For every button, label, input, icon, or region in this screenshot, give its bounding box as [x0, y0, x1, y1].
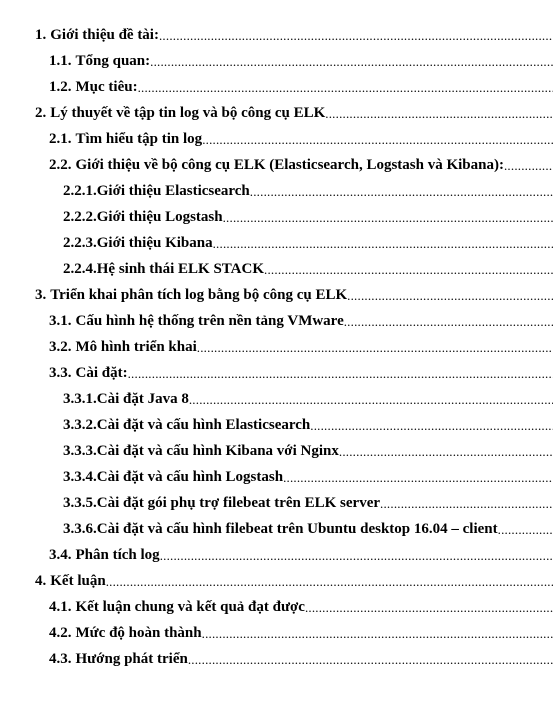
dot-leader — [202, 626, 553, 642]
toc-number: 3.3.2. — [63, 417, 97, 433]
toc-entry-2-2-3[interactable] — [0, 230, 553, 256]
toc-number: 3. — [35, 287, 47, 303]
toc-number: 2.2.2. — [63, 209, 97, 225]
toc-number: 1. — [35, 27, 47, 43]
toc-title: Cài đặt và cấu hình filebeat trên Ubuntu desktop 16.04 – client — [96, 521, 498, 537]
toc-title: Triển khai phân tích log bằng bộ công cụ ELK — [50, 287, 348, 303]
toc-entry-3-3-3[interactable] — [0, 438, 553, 464]
toc-entry-2-2-2[interactable] — [0, 204, 553, 230]
table-of-contents — [0, 22, 553, 672]
dot-leader — [138, 80, 553, 96]
toc-title: Cài đặt và cấu hình Logstash — [96, 469, 284, 485]
toc-title: Cài đặt gói phụ trợ filebeat trên ELK server — [96, 495, 381, 511]
toc-title: Lý thuyết về tập tin log và bộ công cụ ELK — [50, 105, 326, 121]
toc-number: 2.2.1. — [63, 183, 97, 199]
toc-entry-3-1[interactable] — [0, 308, 553, 334]
dot-leader — [159, 28, 553, 44]
toc-number: 1.1. — [49, 53, 72, 69]
toc-title: Giới thiệu Kibana — [96, 235, 213, 251]
toc-entry-1-2[interactable] — [0, 74, 553, 100]
toc-title: Kết luận — [50, 573, 106, 589]
dot-leader — [344, 314, 553, 330]
toc-title: Hệ sinh thái ELK STACK — [96, 261, 265, 277]
toc-entry-2-2[interactable] — [0, 152, 553, 178]
toc-title: Giới thiệu Elasticsearch — [96, 183, 250, 199]
toc-entry-1-1[interactable] — [0, 48, 553, 74]
toc-number: 3.4. — [49, 547, 72, 563]
toc-number: 3.2. — [49, 339, 72, 355]
toc-number: 3.3.3. — [63, 443, 97, 459]
toc-number: 4.1. — [49, 599, 72, 615]
toc-number: 3.3.6. — [63, 521, 97, 537]
toc-entry-2-2-1[interactable] — [0, 178, 553, 204]
toc-title: Mục tiêu: — [75, 79, 138, 95]
toc-number: 3.3.4. — [63, 469, 97, 485]
toc-entry-4-2[interactable] — [0, 620, 553, 646]
toc-title: Tìm hiểu tập tin log — [75, 131, 203, 147]
dot-leader — [150, 54, 553, 70]
toc-number: 2. — [35, 105, 47, 121]
toc-entry-3[interactable] — [0, 282, 553, 308]
toc-number: 4.3. — [49, 651, 72, 667]
dot-leader — [189, 392, 553, 408]
toc-entry-3-2[interactable] — [0, 334, 553, 360]
toc-title: Cấu hình hệ thống trên nền tảng VMware — [75, 313, 344, 329]
toc-title: Cài đặt và cấu hình Elasticsearch — [96, 417, 311, 433]
toc-entry-3-3-2[interactable] — [0, 412, 553, 438]
toc-number: 3.1. — [49, 313, 72, 329]
toc-title: Tổng quan: — [75, 53, 151, 69]
toc-number: 2.2.4. — [63, 261, 97, 277]
dot-leader — [310, 418, 553, 434]
toc-entry-3-3-5[interactable] — [0, 490, 553, 516]
toc-title: Kết luận chung và kết quả đạt được — [75, 599, 305, 615]
dot-leader — [504, 158, 553, 174]
dot-leader — [380, 496, 553, 512]
toc-entry-1[interactable] — [0, 22, 553, 48]
dot-leader — [305, 600, 553, 616]
dot-leader — [106, 574, 553, 590]
dot-leader — [283, 470, 553, 486]
toc-entry-3-3-4[interactable] — [0, 464, 553, 490]
dot-leader — [498, 522, 553, 538]
toc-entry-2-1[interactable] — [0, 126, 553, 152]
toc-title: Cài đặt: — [75, 365, 128, 381]
toc-title: Cài đặt Java 8 — [96, 391, 189, 407]
toc-entry-4-3[interactable] — [0, 646, 553, 672]
dot-leader — [160, 548, 553, 564]
toc-number: 4. — [35, 573, 47, 589]
toc-entry-3-3[interactable] — [0, 360, 553, 386]
toc-title: Mức độ hoàn thành — [75, 625, 202, 641]
dot-leader — [347, 288, 553, 304]
toc-number: 1.2. — [49, 79, 72, 95]
toc-number: 4.2. — [49, 625, 72, 641]
toc-number: 2.2.3. — [63, 235, 97, 251]
toc-title: Cài đặt và cấu hình Kibana với Nginx — [96, 443, 339, 459]
toc-title: Giới thiệu về bộ công cụ ELK (Elasticsearch, Logstash và Kibana): — [75, 157, 504, 173]
dot-leader — [325, 106, 553, 122]
toc-title: Hướng phát triển — [75, 651, 188, 667]
dot-leader — [188, 652, 553, 668]
dot-leader — [250, 184, 553, 200]
toc-entry-3-3-6[interactable] — [0, 516, 553, 542]
toc-entry-4-1[interactable] — [0, 594, 553, 620]
toc-number: 3.3.5. — [63, 495, 97, 511]
toc-number: 3.3.1. — [63, 391, 97, 407]
toc-entry-2-2-4[interactable] — [0, 256, 553, 282]
toc-title: Giới thiệu Logstash — [96, 209, 223, 225]
dot-leader — [223, 210, 553, 226]
dot-leader — [213, 236, 553, 252]
toc-number: 2.2. — [49, 157, 72, 173]
toc-entry-3-4[interactable] — [0, 542, 553, 568]
dot-leader — [202, 132, 553, 148]
toc-title: Phân tích log — [75, 547, 160, 563]
toc-entry-3-3-1[interactable] — [0, 386, 553, 412]
dot-leader — [339, 444, 553, 460]
toc-title: Mô hình triển khai — [75, 339, 197, 355]
dot-leader — [128, 366, 553, 382]
toc-number: 2.1. — [49, 131, 72, 147]
toc-entry-2[interactable] — [0, 100, 553, 126]
dot-leader — [264, 262, 553, 278]
toc-title: Giới thiệu đề tài: — [50, 27, 159, 43]
toc-number: 3.3. — [49, 365, 72, 381]
toc-entry-4[interactable] — [0, 568, 553, 594]
dot-leader — [197, 340, 553, 356]
